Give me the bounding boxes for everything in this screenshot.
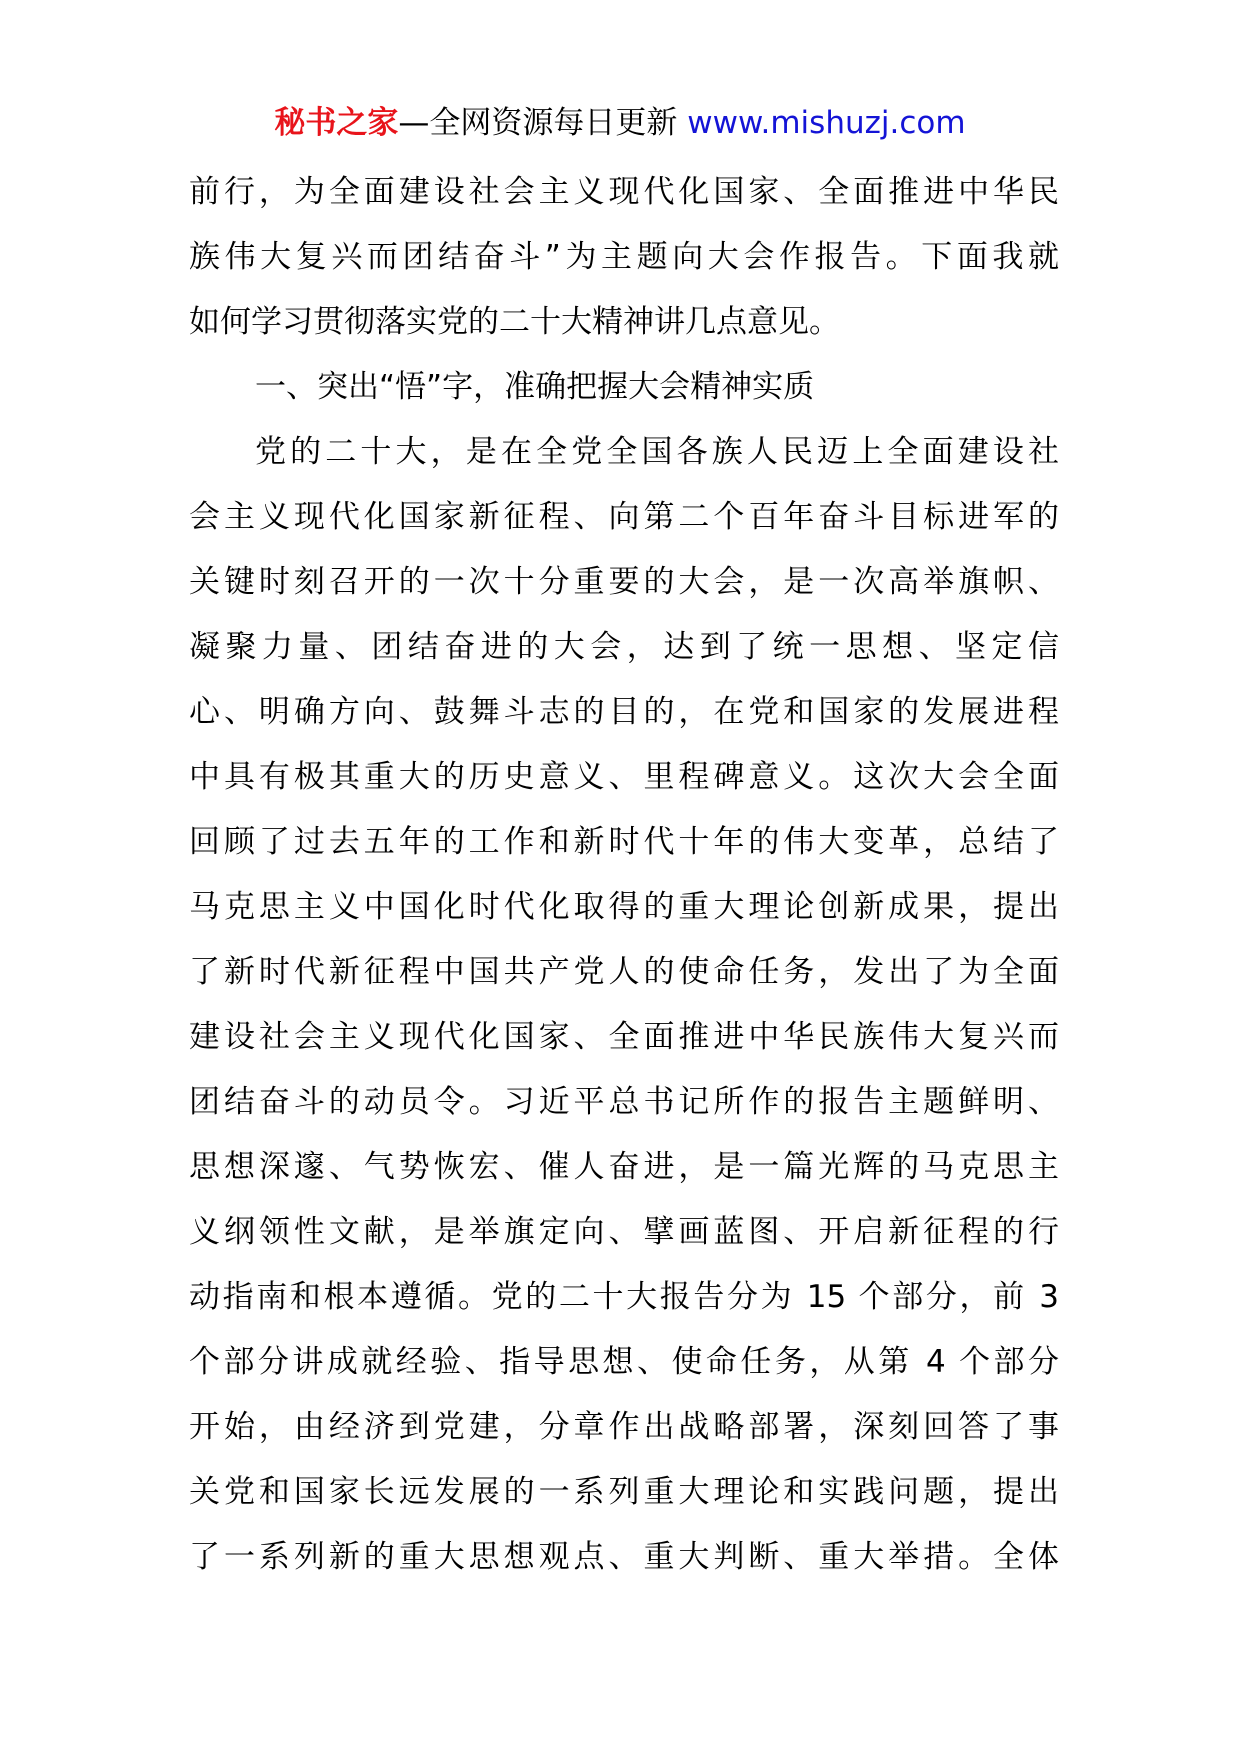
text-line: 如何学习贯彻落实党的二十大精神讲几点意见。 (189, 304, 840, 340)
text-line: 凝聚力量、团结奋进的大会，达到了统一思想、坚定信 (189, 629, 1059, 665)
text-line: 开始，由经济到党建，分章作出战略部署，深刻回答了事 (189, 1409, 1059, 1445)
section-heading: 一、突出“悟”字，准确把握大会精神实质 (255, 369, 815, 405)
text-line: 中具有极其重大的历史意义、里程碑意义。这次大会全面 (189, 759, 1059, 795)
text-line: 会主义现代化国家新征程、向第二个百年奋斗目标进军的 (189, 499, 1059, 535)
text-line: 团结奋斗的动员令。习近平总书记所作的报告主题鲜明、 (189, 1084, 1059, 1120)
brand-name: 秘书之家 (274, 105, 399, 141)
text-line: 义纲领性文献，是举旗定向、擘画蓝图、开启新征程的行 (189, 1214, 1059, 1250)
text-line: 建设社会主义现代化国家、全面推进中华民族伟大复兴而 (189, 1019, 1059, 1055)
site-header (0, 100, 1240, 146)
text-line: 马克思主义中国化时代化取得的重大理论创新成果，提出 (189, 889, 1059, 925)
text-line: 心、明确方向、鼓舞斗志的目的，在党和国家的发展进程 (189, 694, 1059, 730)
text-line: 关党和国家长远发展的一系列重大理论和实践问题，提出 (189, 1474, 1059, 1510)
text-line: 了一系列新的重大思想观点、重大判断、重大举措。全体 (189, 1539, 1059, 1575)
document-body (189, 160, 1059, 1590)
text-line: 了新时代新征程中国共产党人的使命任务，发出了为全面 (189, 954, 1059, 990)
text-line: 前行，为全面建设社会主义现代化国家、全面推进中华民 (189, 174, 1059, 210)
text-line: 思想深邃、气势恢宏、催人奋进，是一篇光辉的马克思主 (189, 1149, 1059, 1185)
text-line: 关键时刻召开的一次十分重要的大会，是一次高举旗帜、 (189, 564, 1059, 600)
text-line: 个部分讲成就经验、指导思想、使命任务，从第 4 个部分 (189, 1344, 1059, 1380)
text-line: 党的二十大，是在全党全国各族人民迈上全面建设社 (255, 434, 1059, 470)
site-url-link[interactable]: www.mishuzj.com (687, 105, 966, 141)
text-line: 回顾了过去五年的工作和新时代十年的伟大变革，总结了 (189, 824, 1059, 860)
header-tagline: —全网资源每日更新 (398, 105, 678, 141)
text-line: 族伟大复兴而团结奋斗”为主题向大会作报告。下面我就 (189, 239, 1059, 275)
text-line: 动指南和根本遵循。党的二十大报告分为 15 个部分，前 3 (189, 1279, 1059, 1315)
